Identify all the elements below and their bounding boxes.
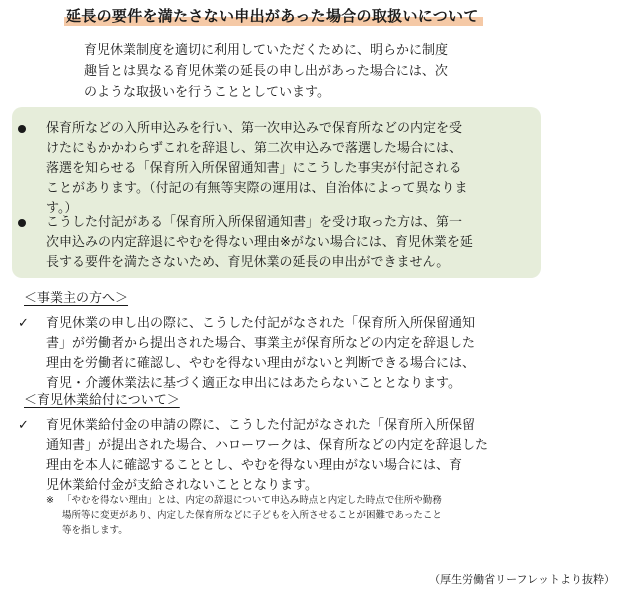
bullet-line: けたにもかかわらずこれを辞退し、第二次申込みで落選した場合には、 (46, 141, 463, 156)
bullet-dot-icon (18, 125, 26, 133)
benefit-line: 通知書」が提出された場合、ハローワークは、保育所などの内定を辞退した (46, 438, 489, 453)
bullet-line: 保育所などの入所申込みを行い、第一次申込みで保育所などの内定を受 (46, 121, 463, 136)
notice-box (12, 107, 541, 278)
intro-line: のような取扱いを行うこととしています。 (84, 85, 330, 100)
footnote-line: 「やむを得ない理由」とは、内定の辞退について申込み時点と内定した時点で住所や勤務 (62, 495, 442, 506)
checkmark-icon: ✓ (18, 316, 29, 331)
footnote (46, 493, 442, 538)
benefit-item (18, 416, 489, 496)
footnote-line: 場所等に変更があり、内定した保育所などに子どもを入所させることが困難であったこと (62, 510, 442, 521)
bullet-line: 次申込みの内定辞退にやむを得ない理由※がない場合には、育児休業を延 (46, 235, 473, 250)
bullet-line: こうした付記がある「保育所入所保留通知書」を受け取った方は、第一 (46, 215, 463, 230)
page-title: 延長の要件を満たさない申出があった場合の取扱いについて (64, 4, 483, 28)
employer-heading: ＜事業主の方へ＞ (24, 291, 129, 306)
bullet-line: 落選を知らせる「保育所入所保留通知書」にこうした事実が付記される (46, 161, 462, 176)
employer-line: 理由を労働者に確認し、やむを得ない理由がないと判断できる場合には、 (46, 356, 476, 371)
checkmark-icon: ✓ (18, 418, 29, 433)
benefit-line: 理由を本人に確認することとし、やむを得ない理由がない場合には、育 (46, 458, 463, 473)
source-credit: （厚生労働省リーフレットより抜粋） (429, 573, 615, 586)
employer-line: 書」が労働者から提出された場合、事業主が保育所などの内定を辞退した (46, 336, 476, 351)
notice-bullet-1 (46, 119, 467, 219)
benefit-heading: ＜育児休業給付について＞ (24, 393, 180, 408)
footnote-line: 等を指します。 (62, 525, 128, 536)
notice-bullet-2 (46, 213, 473, 273)
bullet-line: す。） (46, 201, 78, 216)
intro-line: 育児休業制度を適切に利用していただくために、明らかに制度 (84, 43, 449, 58)
benefit-line: 育児休業給付金の申請の際に、こうした付記がなされた「保育所入所保留 (46, 418, 476, 433)
bullet-line: 長する要件を満たさないため、育児休業の延長の申出ができません。 (46, 255, 450, 270)
bullet-dot-icon (18, 219, 26, 227)
employer-line: 育児休業の申し出の際に、こうした付記がなされた「保育所入所保留通知 (46, 316, 476, 331)
employer-item (18, 314, 476, 394)
footnote-mark: ※ (46, 495, 54, 506)
employer-line: 育児・介護休業法に基づく適正な申出にはあたらないこととなります。 (46, 376, 461, 391)
benefit-line: 児休業給付金が支給されないこととなります。 (46, 478, 318, 493)
intro-paragraph (84, 40, 504, 103)
title-block (64, 4, 483, 28)
bullet-line: ことがあります。（付記の有無等実際の運用は、自治体によって異なりま (46, 181, 468, 196)
intro-line: 趣旨とは異なる育児休業の延長の申し出があった場合には、次 (84, 64, 448, 79)
